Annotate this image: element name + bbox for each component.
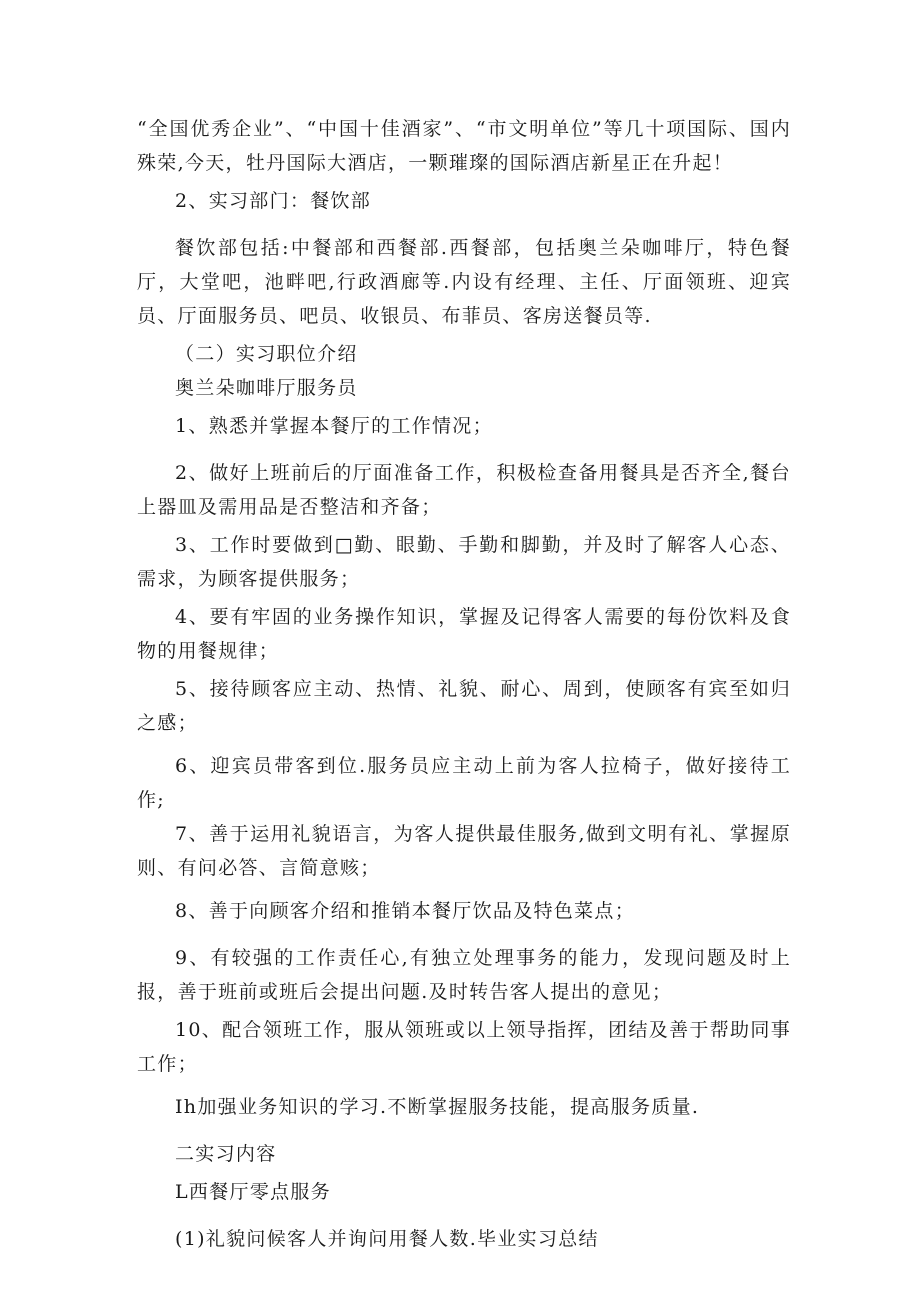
list-item-greeting: (1)礼貌问候客人并询问用餐人数.毕业实习总结 [175,1228,599,1250]
subsection-heading-western-restaurant: L西餐厅零点服务 [175,1181,332,1203]
list-item-3: 3、工作时要做到□勤、眼勤、手勤和脚勤，并及时了解客人心态、需求，为顾客提供服务； [137,534,791,590]
list-item-8: 8、善于向顾客介绍和推销本餐厅饮品及特色菜点； [175,900,635,922]
list-item-11: Ih加强业务知识的学习.不断掌握服务技能，提高服务质量. [175,1096,700,1118]
paragraph-position-title: 奥兰朵咖啡厅服务员 [175,377,358,399]
section-heading-content: 二实习内容 [175,1143,277,1165]
paragraph-catering-scope: 餐饮部包括:中餐部和西餐部.西餐部，包括奥兰朵咖啡厅，特色餐厅，大堂吧，池畔吧,行政酒廊等.内设有经理、主任、厅面领班、迎宾员、厅面服务员、吧员、收银员、布菲员、客房送餐员等. [137,237,791,327]
paragraph-honors: “全国优秀企业”、“中国十佳酒家”、“市文明单位”等几十项国际、国内殊荣,今天，牡丹国际大酒店，一颗璀璨的国际酒店新星正在升起！ [137,118,791,174]
section-heading-position: （二）实习职位介绍 [175,343,358,365]
list-item-5: 5、接待顾客应主动、热情、礼貌、耐心、周到，使顾客有宾至如归之感； [137,678,791,734]
list-item-2: 2、做好上班前后的厅面准备工作，积极检查备用餐具是否齐全,餐台上器皿及需用品是否整洁和齐备； [137,462,791,518]
list-item-1: 1、熟悉并掌握本餐厅的工作情况； [175,415,493,437]
list-item-6: 6、迎宾员带客到位.服务员应主动上前为客人拉椅子，做好接待工作; [137,755,791,811]
paragraph-department: 2、实习部门：餐饮部 [175,190,372,212]
list-item-7: 7、善于运用礼貌语言，为客人提供最佳服务,做到文明有礼、掌握原则、有问必答、言简意赅； [137,823,791,879]
list-item-9: 9、有较强的工作责任心,有独立处理事务的能力，发现问题及时上报，善于班前或班后会提出问题.及时转告客人提出的意见； [137,947,791,1003]
document-body [137,112,791,1256]
list-item-4: 4、要有牢固的业务操作知识，掌握及记得客人需要的每份饮料及食物的用餐规律； [137,606,791,662]
list-item-10: 10、配合领班工作，服从领班或以上领导指挥，团结及善于帮助同事工作； [137,1019,791,1075]
